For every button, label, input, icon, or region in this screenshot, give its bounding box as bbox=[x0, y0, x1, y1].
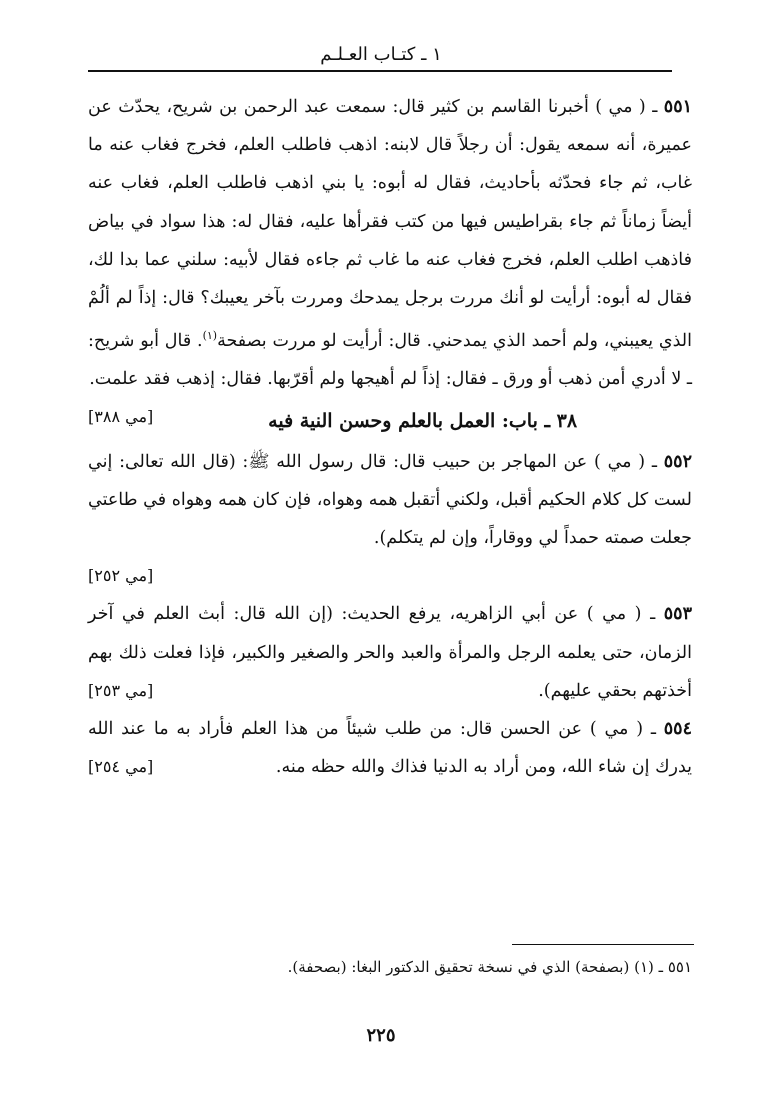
entry-text-continued: . قال أبو شريح: ـ لا أدري أمن ذهب أو ورق ـ فقال: إذاً لم أهيجها ولم أقرّبها. فقال: إذهب فقد علمت. bbox=[88, 331, 692, 390]
entry-text: ـ ( مي ) أخبرنا القاسم بن كثير قال: سمعت عبد الرحمن بن شريح، يحدّث عن عميرة، أنه سمعه يقول: أن رجلاً قال لابنه: اذهب فاطلب العلم، فخرج فغاب عنه ما غاب، ثم جاء فحدّثه بأحاديث، فقال له أبوه: يا بني اذهب فاطلب العلم، فغاب عنه أيضاً زماناً ثم جاء بقراطيس فيها من كتب فقرأها عليه، فقال له: هذا سواد في بياض فاذهب اطلب العلم، فخرج فغاب عنه ما غاب ثم جاءه فقال لأبيه: سلني عما بدا لك، فقال له أبوه: أرأيت لو أنك مررت برجل يمدحك ومررت بآخر يعيبك؟ قال: إذاً لم ألُمْ الذي يعيبني، ولم أحمد الذي يمدحني. قال: أرأيت لو مررت بصفحة bbox=[88, 97, 692, 352]
entry-text: ـ ( مي ) عن المهاجر بن حبيب قال: قال رسول الله ﷺ: (قال الله تعالى: إني لست كل كلام الحكيم أقبل، ولكني أتقبل همه وهواه، فإن كان همه وهواه في طاعتي جعلت صمته حمداً لي ووقاراً، وإن لم يتكلم). bbox=[88, 451, 692, 549]
footnote-rule bbox=[512, 944, 694, 945]
page-number: ٢٢٥ bbox=[366, 1025, 396, 1046]
chapter-heading: ٣٨ ـ باب: العمل بالعلم وحسن النية فيه bbox=[268, 410, 578, 433]
running-title: ١ ـ كتـاب العـلـم bbox=[320, 44, 442, 65]
source-reference: [مي ٢٥٣] bbox=[88, 680, 154, 700]
footnote: ٥٥١ ـ (١) (بصفحة) الذي في نسخة تحقيق الدكتور البغا: (بصحفة). bbox=[287, 958, 692, 976]
entry-number: ٥٥٤ bbox=[663, 719, 692, 740]
source-reference: [مي ٣٨٨] bbox=[88, 407, 154, 427]
header-rule bbox=[88, 70, 672, 72]
entry-553 bbox=[88, 595, 692, 710]
entry-554 bbox=[88, 710, 692, 786]
source-reference: [مي ٢٥٢] bbox=[88, 566, 154, 586]
entry-number: ٥٥٣ bbox=[663, 604, 692, 625]
footnote-marker[interactable]: (١) bbox=[202, 329, 218, 343]
source-reference: [مي ٢٥٤] bbox=[88, 757, 154, 777]
entry-text: ـ ( مي ) عن الحسن قال: من طلب شيئاً من هذا العلم فأراد به ما عند الله يدرك إن شاء الله، ومن أراد به الدنيا فذاك والله حظه منه. bbox=[88, 719, 692, 778]
entry-number: ٥٥٢ bbox=[663, 451, 692, 472]
entry-text: ـ ( مي ) عن أبي الزاهريه، يرفع الحديث: (إن الله قال: أبث العلم في آخر الزمان، حتى يعلمه الرجل والمرأة والعبد والحر والصغير والكبير، فإذا فعلت ذلك بهم أخذتهم بحقي عليهم). bbox=[88, 604, 692, 701]
main-text bbox=[88, 88, 692, 786]
entry-number: ٥٥١ bbox=[663, 97, 692, 117]
entry-552 bbox=[88, 443, 692, 596]
